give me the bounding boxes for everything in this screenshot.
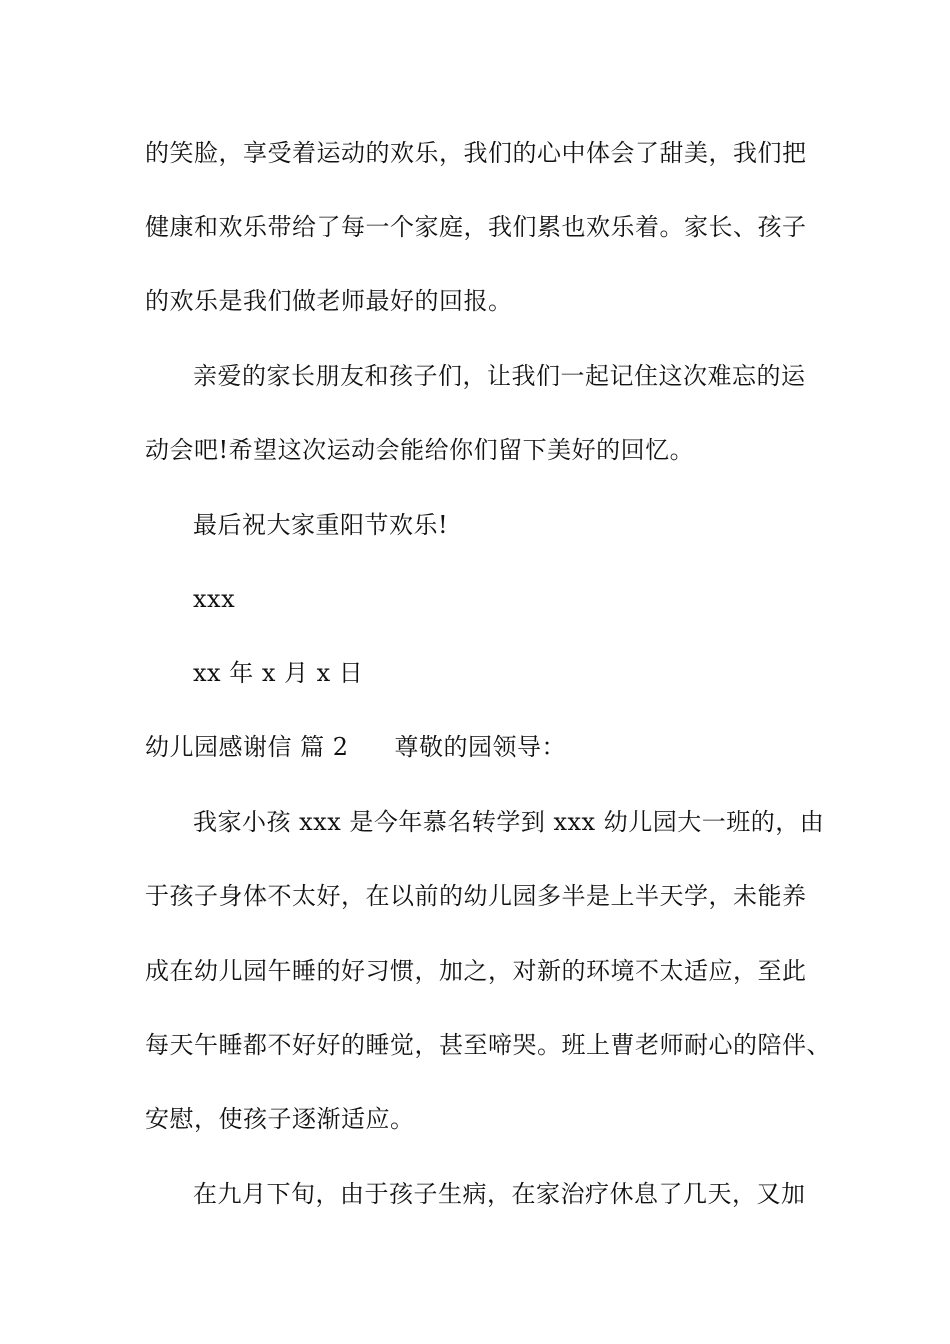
salutation: 尊敬的园领导： xyxy=(394,733,567,761)
text-line-3: 的欢乐是我们做老师最好的回报。 xyxy=(145,287,513,315)
signature-name: xxx xyxy=(193,585,236,613)
section-heading: 幼儿园感谢信 篇 2 xyxy=(145,733,349,761)
text-line-2: 健康和欢乐带给了每一个家庭，我们累也欢乐着。家长、孩子 xyxy=(145,213,807,241)
text-line-6: 最后祝大家重阳节欢乐! xyxy=(193,511,449,539)
text-line-10: 于孩子身体不太好，在以前的幼儿园多半是上半天学，未能养 xyxy=(145,882,807,910)
signature-date: xx 年 x 月 x 日 xyxy=(193,659,364,687)
text-line-11: 成在幼儿园午睡的好习惯，加之，对新的环境不太适应，至此 xyxy=(145,957,807,985)
text-line-13: 安慰，使孩子逐渐适应。 xyxy=(145,1105,415,1133)
text-line-12: 每天午睡都不好好的睡觉，甚至啼哭。班上曹老师耐心的陪伴、 xyxy=(145,1031,831,1059)
text-line-9: 我家小孩 xxx 是今年慕名转学到 xxx 幼儿园大一班的，由 xyxy=(193,808,825,836)
section-heading-line xyxy=(145,731,845,763)
text-line-5: 动会吧!希望这次运动会能给你们留下美好的回忆。 xyxy=(145,436,695,464)
text-line-14: 在九月下旬，由于孩子生病，在家治疗休息了几天，又加 xyxy=(193,1180,806,1208)
text-line-1: 的笑脸，享受着运动的欢乐，我们的心中体会了甜美，我们把 xyxy=(145,139,807,167)
text-line-4: 亲爱的家长朋友和孩子们，让我们一起记住这次难忘的运 xyxy=(193,362,806,390)
